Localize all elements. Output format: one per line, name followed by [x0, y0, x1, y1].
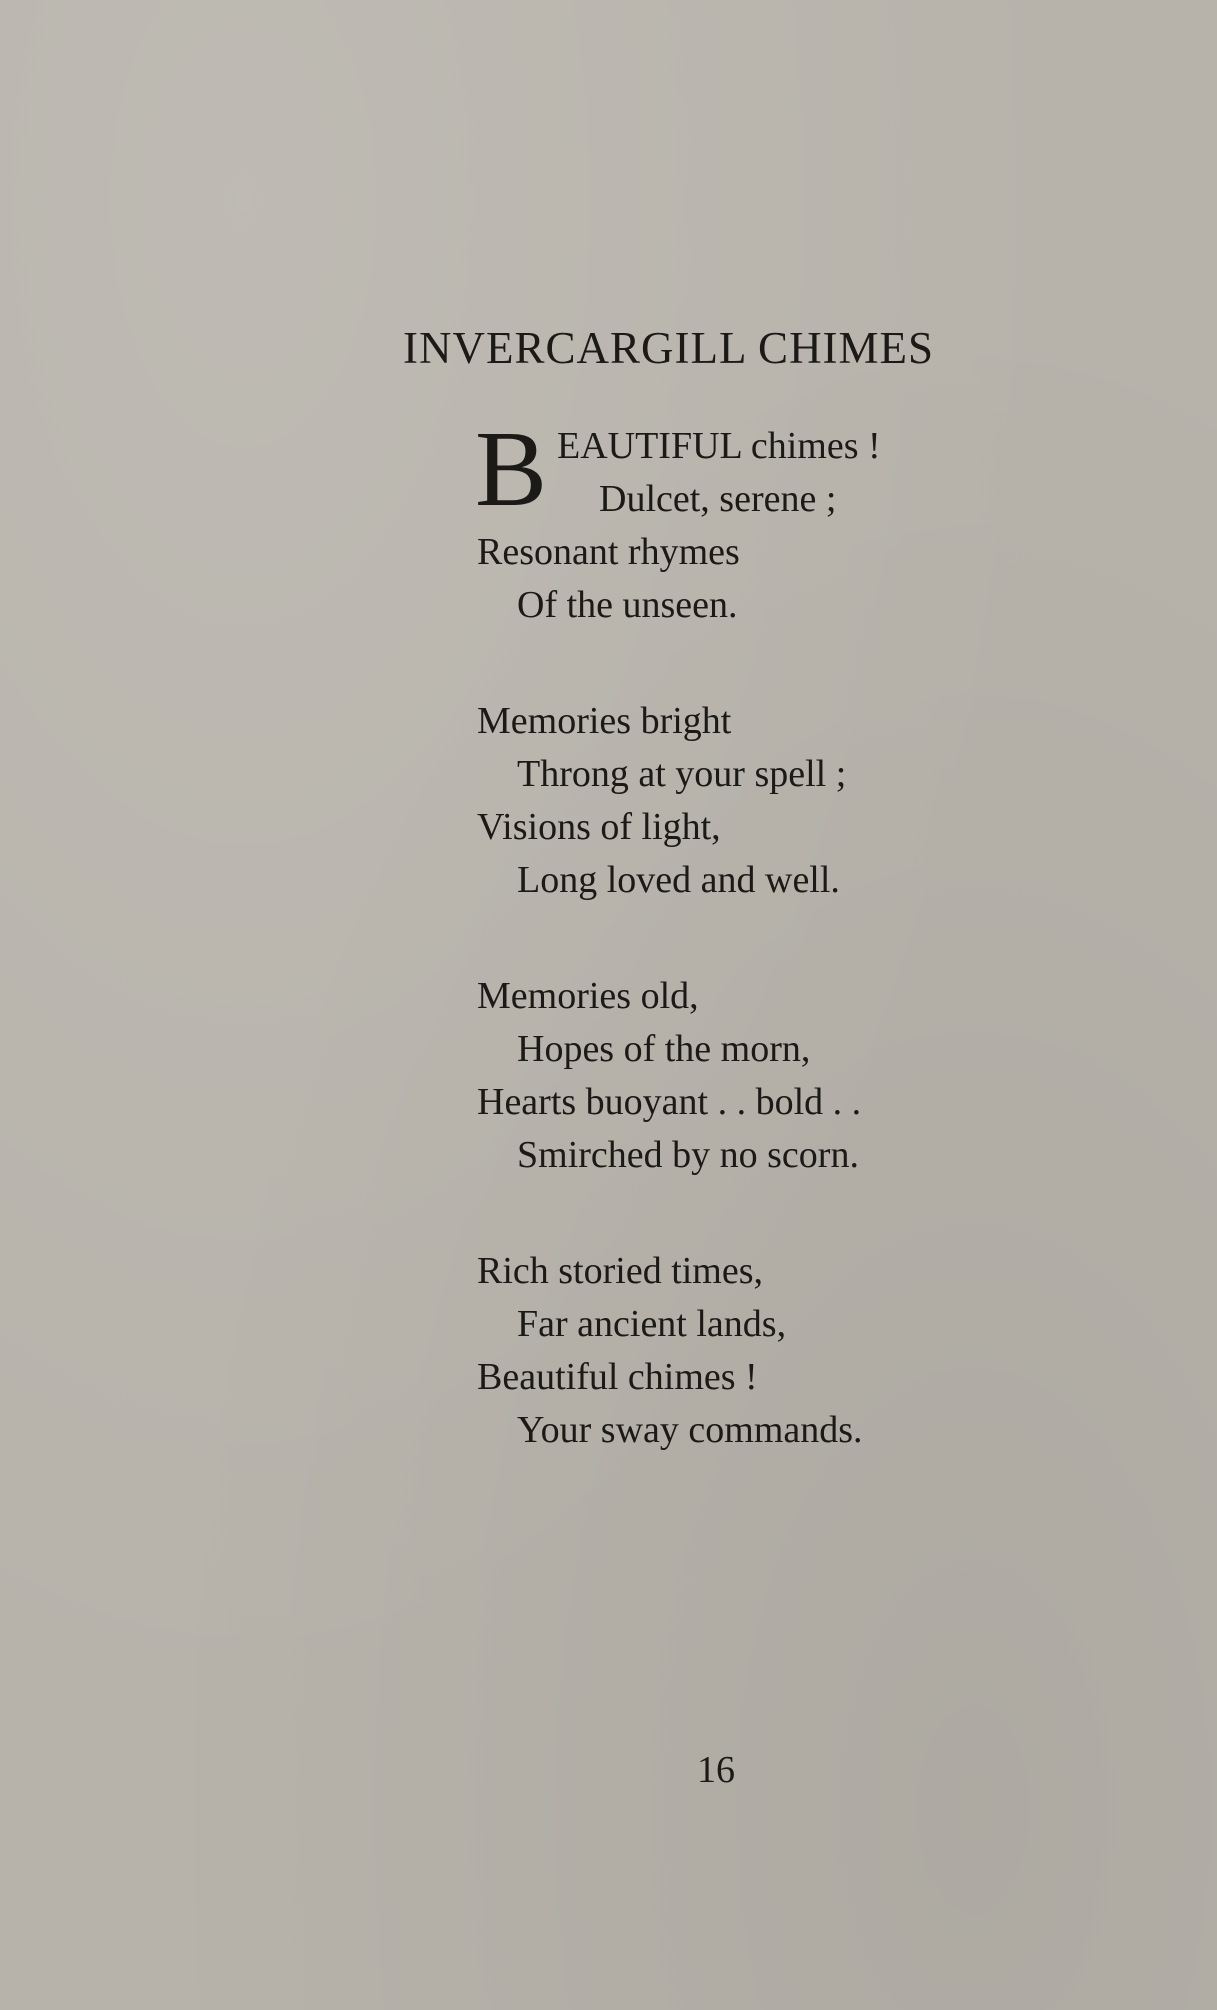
drop-cap: B: [475, 410, 548, 529]
poem-body: [475, 410, 881, 1520]
poem-line: Beautiful chimes !: [477, 1356, 758, 1398]
poem-line: Resonant rhymes: [477, 531, 740, 573]
poem-line: Of the unseen.: [517, 584, 738, 626]
stanza-4: [477, 1245, 881, 1457]
poem-line: Throng at your spell ;: [517, 753, 847, 795]
poem-line: Smirched by no scorn.: [517, 1134, 859, 1176]
stanza-3: [477, 970, 881, 1182]
poem-line: Hopes of the morn,: [517, 1028, 811, 1070]
poem-line: Your sway commands.: [517, 1409, 863, 1451]
poem-line: Rich storied times,: [477, 1250, 764, 1292]
poem-line: Far ancient lands,: [517, 1303, 787, 1345]
stanza-1: [475, 410, 881, 632]
poem-title: INVERCARGILL CHIMES: [403, 323, 935, 373]
stanza-2: [477, 695, 881, 907]
poem-line: Hearts buoyant . . bold . .: [477, 1081, 862, 1123]
poem-line: Visions of light,: [477, 806, 721, 848]
poem-line: Dulcet, serene ;: [599, 478, 837, 520]
poem-line: Long loved and well.: [517, 859, 840, 901]
poem-line: Memories bright: [477, 700, 732, 742]
poem-line: Memories old,: [477, 975, 699, 1017]
poem-line-text: EAUTIFUL chimes !: [557, 425, 881, 467]
page-number: 16: [697, 1749, 735, 1791]
